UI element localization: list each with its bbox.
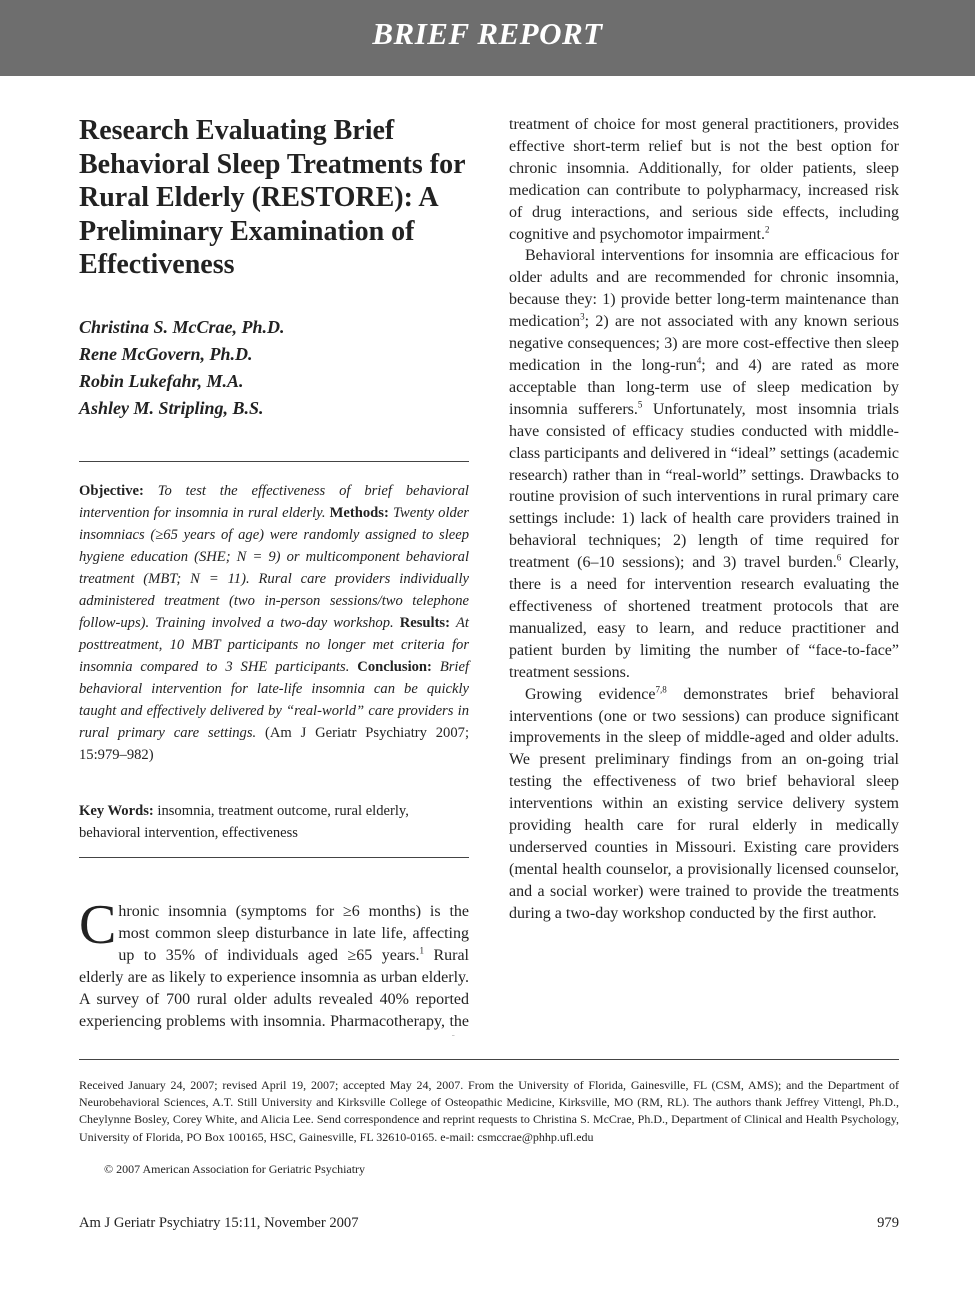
citation-ref: 5: [637, 399, 643, 410]
author-name: Rene McGovern, Ph.D.: [79, 344, 253, 364]
body-text: Growing evidence: [525, 685, 656, 703]
body-text: ; and 4) are rated as more acceptable than long-term use of sleep medication by insomnia sufferers.: [509, 357, 899, 418]
body-column-left: [79, 901, 469, 1036]
citation-ref: 6: [836, 552, 842, 563]
methods-text: Twenty older insomniacs (≥65 years of age) were randomly assigned to sleep hygiene education (SHE; N = 9) or multicomponent behavioral treatment (MBT; N = 11). Rural care providers individually administered treatment (two in-person sessions/two telephone follow-ups). Training involved a two-day workshop.: [79, 505, 469, 631]
body-text: ; 2) are not associated with any known serious negative consequences; 3) are more cost-effective then sleep medication in the long-run: [509, 313, 899, 375]
drop-cap: C: [79, 901, 117, 956]
keywords-text: insomnia, treatment outcome, rural elderly, behavioral intervention, effectiveness: [79, 803, 409, 841]
keywords: [79, 800, 469, 844]
abstract-bottom-divider: [79, 857, 469, 858]
body-column-right: [509, 114, 899, 1036]
body-continuation: [509, 114, 899, 925]
page-number: 979: [877, 1215, 899, 1231]
body-text: Rural elderly are as likely to experience insomnia as urban elderly. A survey of 700 rural older adults revealed 40% reported experiencing problems with insomnia. Pharmacotherapy, the: [79, 946, 469, 1030]
body-text: Clearly, there is a need for intervention research evaluating the effectiveness of shortened treatment protocols that are manualized, easy to learn, and reduce practitioner and patient burden by limiting the number of “face-to-face” treatment sessions.: [509, 554, 899, 681]
author-name: Christina S. McCrae, Ph.D.: [79, 317, 285, 337]
body-paragraph: [79, 901, 469, 1036]
abstract-top-divider: [79, 461, 469, 462]
body-text: Behavioral interventions for insomnia are efficacious for older adults and are recommended for chronic insomnia, because they: 1) provide better long-term maintenance than medication: [509, 247, 899, 331]
conclusion-text: Brief behavioral intervention for late-life insomnia can be quickly taught and effectively delivered by “real-world” care providers in rural primary care settings.: [79, 659, 469, 741]
copyright-notice: © 2007 American Association for Geriatric Psychiatry: [104, 1162, 366, 1176]
body-text: demonstrates brief behavioral interventions (one or two sessions) can produce significant improvements in the sleep of middle-aged and older adults. We present preliminary findings from an on-going trial testing the effectiveness of two brief behavioral sleep interventions within an existing service delivery system providing health care for rural elderly in medically underserved counties in Missouri. Existing care providers (mental health counselor, a provisionally licensed counselor, and a social worker) were trained to provide the treatments during a two-day workshop conducted by the first author.: [509, 685, 899, 922]
body-text: treatment of choice for most general practitioners, provides effective short-term relief but is not the best option for chronic insomnia. Additionally, for older patients, sleep medication can contribute to polypharmacy, increased risk of drug interactions, and serious side effects, including cognitive and psychomotor impairment.: [509, 116, 899, 243]
body-paragraph: [509, 114, 899, 245]
body-paragraph: [509, 245, 899, 683]
body-text: hronic insomnia (symptoms for ≥6 months) is the most common sleep disturbance in late life, affecting up to 35% of individuals aged ≥65 years.: [118, 903, 469, 964]
citation-ref: 2: [764, 224, 770, 235]
abstract-citation: (Am J Geriatr Psychiatry 2007; 15:979–982): [79, 725, 469, 763]
journal-citation: Am J Geriatr Psychiatry 15:11, November 2007: [79, 1215, 359, 1231]
received-footnote: Received January 24, 2007; revised April 19, 2007; accepted May 24, 2007. From the University of Florida, Gainesville, FL (CSM, AMS); and the Department of Neurobehavioral Sciences, A.T. Still University and Kirksville College of Osteopathic Medicine, Kirksville, MO (RM, RL). The authors thank Jeffrey Vittengl, Ph.D., Cheylynne Bosley, Corey White, and Alicia Lee. Send correspondence and reprint requests to Christina S. McCrae, Ph.D., Department of Clinical and Health Psychology, University of Florida, PO Box 100165, HSC, Gainesville, FL 32610-0165. e-mail: csmccrae@phhp.ufl.edu: [79, 1078, 899, 1144]
results-label: Results:: [399, 615, 450, 631]
page-footer: [79, 1215, 899, 1232]
body-text: Unfortunately, most insomnia trials have consisted of efficacy studies conducted with middle-class participants and delivered in “ideal” settings (academic research) rather than in “real-world” settings. Drawbacks to routine provision of such interventions in rural primary care settings include: 1) lack of health care providers trained in behavioral techniques; 2) length of time required for treatment (6–10 sessions); and 3) travel burden.: [509, 400, 899, 572]
author-name: Robin Lukefahr, M.A.: [79, 371, 244, 391]
objective-text: To test the effectiveness of brief behavioral intervention for insomnia in rural elderly.: [79, 483, 469, 521]
body-paragraph: [509, 684, 899, 925]
citation-ref: 3: [580, 311, 585, 322]
keywords-label: Key Words:: [79, 803, 154, 819]
citation-ref: 7,8: [655, 684, 667, 695]
section-banner: BRIEF REPORT: [0, 0, 975, 76]
citation-ref: 1: [419, 945, 424, 956]
footnote-divider: [79, 1059, 899, 1060]
author-name: Ashley M. Stripling, B.S.: [79, 398, 264, 418]
article-title: Research Evaluating Brief Behavioral Sleep Treatments for Rural Elderly (RESTORE): A Preliminary Examination of Effectiveness: [79, 115, 465, 280]
objective-label: Objective:: [79, 483, 144, 499]
author-list: [79, 314, 469, 422]
methods-label: Methods:: [329, 505, 389, 521]
abstract: [79, 480, 469, 766]
citation-ref: 4: [696, 355, 702, 366]
results-text: At posttreatment, 10 MBT participants no longer met criteria for insomnia compared to 3 SHE participants.: [79, 615, 469, 675]
conclusion-label: Conclusion:: [357, 659, 432, 675]
